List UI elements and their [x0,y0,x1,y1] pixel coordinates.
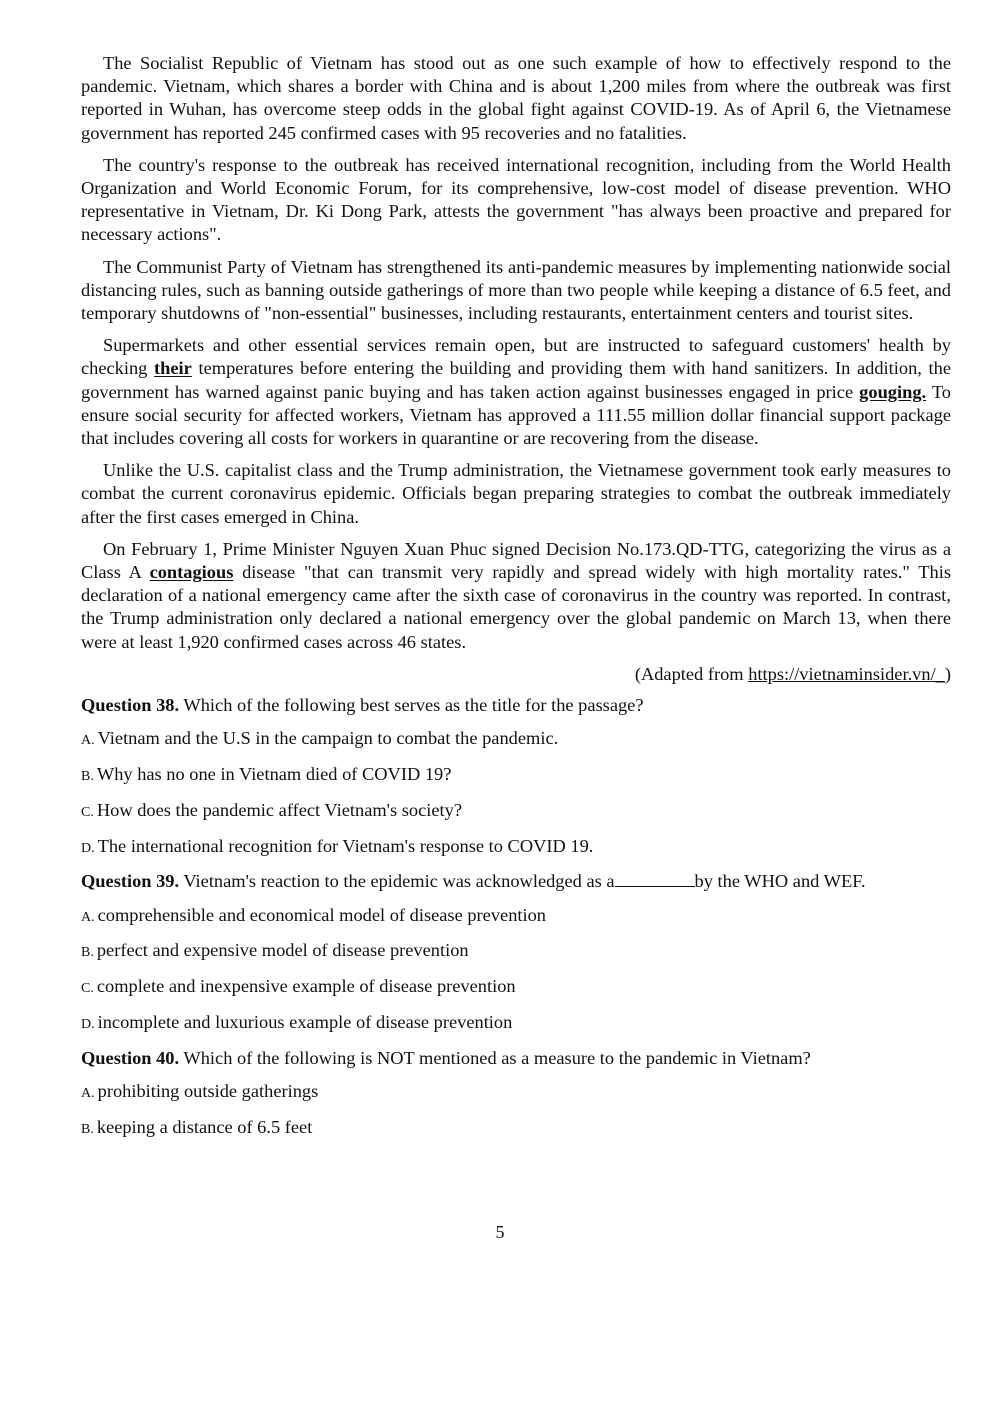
question-40 [81,1047,951,1070]
option-letter: A. [81,1086,95,1102]
document-page [81,52,951,1152]
page-number: 5 [495,1222,505,1242]
option-letter: A. [81,909,95,925]
option-text: comprehensible and economical model of disease prevention [97,904,546,925]
passage-paragraph-6 [81,538,951,654]
question-38-option-c[interactable] [81,799,951,824]
option-text: How does the pandemic affect Vietnam's society? [96,799,462,820]
paragraph-text: To ensure social security for affected workers, Vietnam has approved a 111.55 million dollar financial support package that includes covering all costs for workers in quarantine or are recovering from the disease. [81,381,951,449]
source-prefix: (Adapted from [634,663,749,684]
option-text: The international recognition for Vietnam's response to COVID 19. [97,835,594,856]
passage-paragraph-4 [81,334,951,450]
question-number: Question 38. [81,695,180,716]
highlighted-word-contagious: contagious [149,562,234,583]
question-text: Which of the following is NOT mentioned as a measure to the pandemic in Vietnam? [179,1047,811,1068]
option-text: perfect and expensive model of disease prevention [96,940,469,961]
option-letter: A. [81,733,95,749]
question-39-option-d[interactable] [81,1011,951,1036]
question-text-after: by the WHO and WEF. [694,871,866,892]
question-38 [81,694,951,717]
highlighted-word-their: their [154,358,192,379]
question-number: Question 39. [81,871,180,892]
passage-paragraph-2: The country's response to the outbreak has received international recognition, including from the World Health Organization and World Economic Forum, for its comprehensive, low-cost model of disease prevention. WHO representative in Vietnam, Dr. Ki Dong Park, attests the government "has always been proactive and prepared for necessary actions". [81,154,951,245]
source-suffix: ) [944,663,951,684]
option-text: prohibiting outside gatherings [97,1081,319,1102]
option-text: keeping a distance of 6.5 feet [96,1116,313,1137]
option-text: Why has no one in Vietnam died of COVID 19? [96,764,452,785]
option-letter: C. [81,981,94,997]
passage-paragraph-3: The Communist Party of Vietnam has strengthened its anti-pandemic measures by implementing nationwide social distancing rules, such as banning outside gatherings of more than two people while keeping a distance of 6.5 feet, and temporary shutdowns of "non-essential" businesses, including restaurants, entertainment centers and tourist sites. [81,256,951,324]
source-citation [81,663,951,686]
option-letter: B. [81,1121,94,1137]
question-38-option-b[interactable] [81,763,951,788]
option-text: complete and inexpensive example of disease prevention [96,976,516,997]
source-link[interactable]: https://vietnaminsider.vn/_ [748,663,945,684]
question-number: Question 40. [81,1047,180,1068]
option-letter: B. [81,769,94,785]
option-text: incomplete and luxurious example of disease prevention [97,1012,513,1033]
question-39 [81,870,951,893]
option-letter: B. [81,945,94,961]
paragraph-text: Supermarkets and other essential services remain open, but are instructed to safeguard customers' health by checking [81,335,951,379]
question-38-option-a[interactable] [81,727,951,752]
question-38-option-d[interactable] [81,835,951,860]
question-39-option-a[interactable] [81,904,951,929]
question-40-option-a[interactable] [81,1080,951,1105]
option-letter: D. [81,840,95,856]
question-text-before: Vietnam's reaction to the epidemic was acknowledged as a [179,871,615,892]
question-text: Which of the following best serves as the title for the passage? [179,695,644,716]
option-letter: D. [81,1017,95,1033]
question-40-option-b[interactable] [81,1116,951,1141]
passage-paragraph-1: The Socialist Republic of Vietnam has stood out as one such example of how to effectively respond to the pandemic. Vietnam, which shares a border with China and is about 1,200 miles from where the outbreak was first reported in Wuhan, has overcome steep odds in the global fight against COVID-19. As of April 6, the Vietnamese government has reported 245 confirmed cases with 95 recoveries and no fatalities. [81,53,951,143]
question-39-option-b[interactable] [81,939,951,964]
question-39-option-c[interactable] [81,975,951,1000]
option-text: Vietnam and the U.S in the campaign to combat the pandemic. [97,728,559,749]
answer-blank [615,872,695,887]
passage-paragraph-5: Unlike the U.S. capitalist class and the Trump administration, the Vietnamese government took early measures to combat the current coronavirus epidemic. Officials began preparing strategies to combat the outbreak immediately after the first cases emerged in China. [81,460,951,527]
paragraph-text: temperatures before entering the building and providing them with hand sanitizers. In addition, the government has warned against panic buying and has taken action against businesses engaged in price [81,358,951,402]
option-letter: C. [81,804,94,820]
paragraph-text: disease "that can transmit very rapidly and spread widely with high mortality rates." This declaration of a national emergency came after the sixth case of coronavirus in the country was reported. In contrast, the Trump administration only declared a national emergency over the global pandemic on March 13, when there were at least 1,920 confirmed cases across 46 states. [81,562,951,652]
paragraph-text: On February 1, Prime Minister Nguyen Xuan Phuc signed Decision No.173.QD-TTG, categorizing the virus as a Class A [81,538,951,583]
highlighted-word-gouging: gouging. [859,381,927,402]
